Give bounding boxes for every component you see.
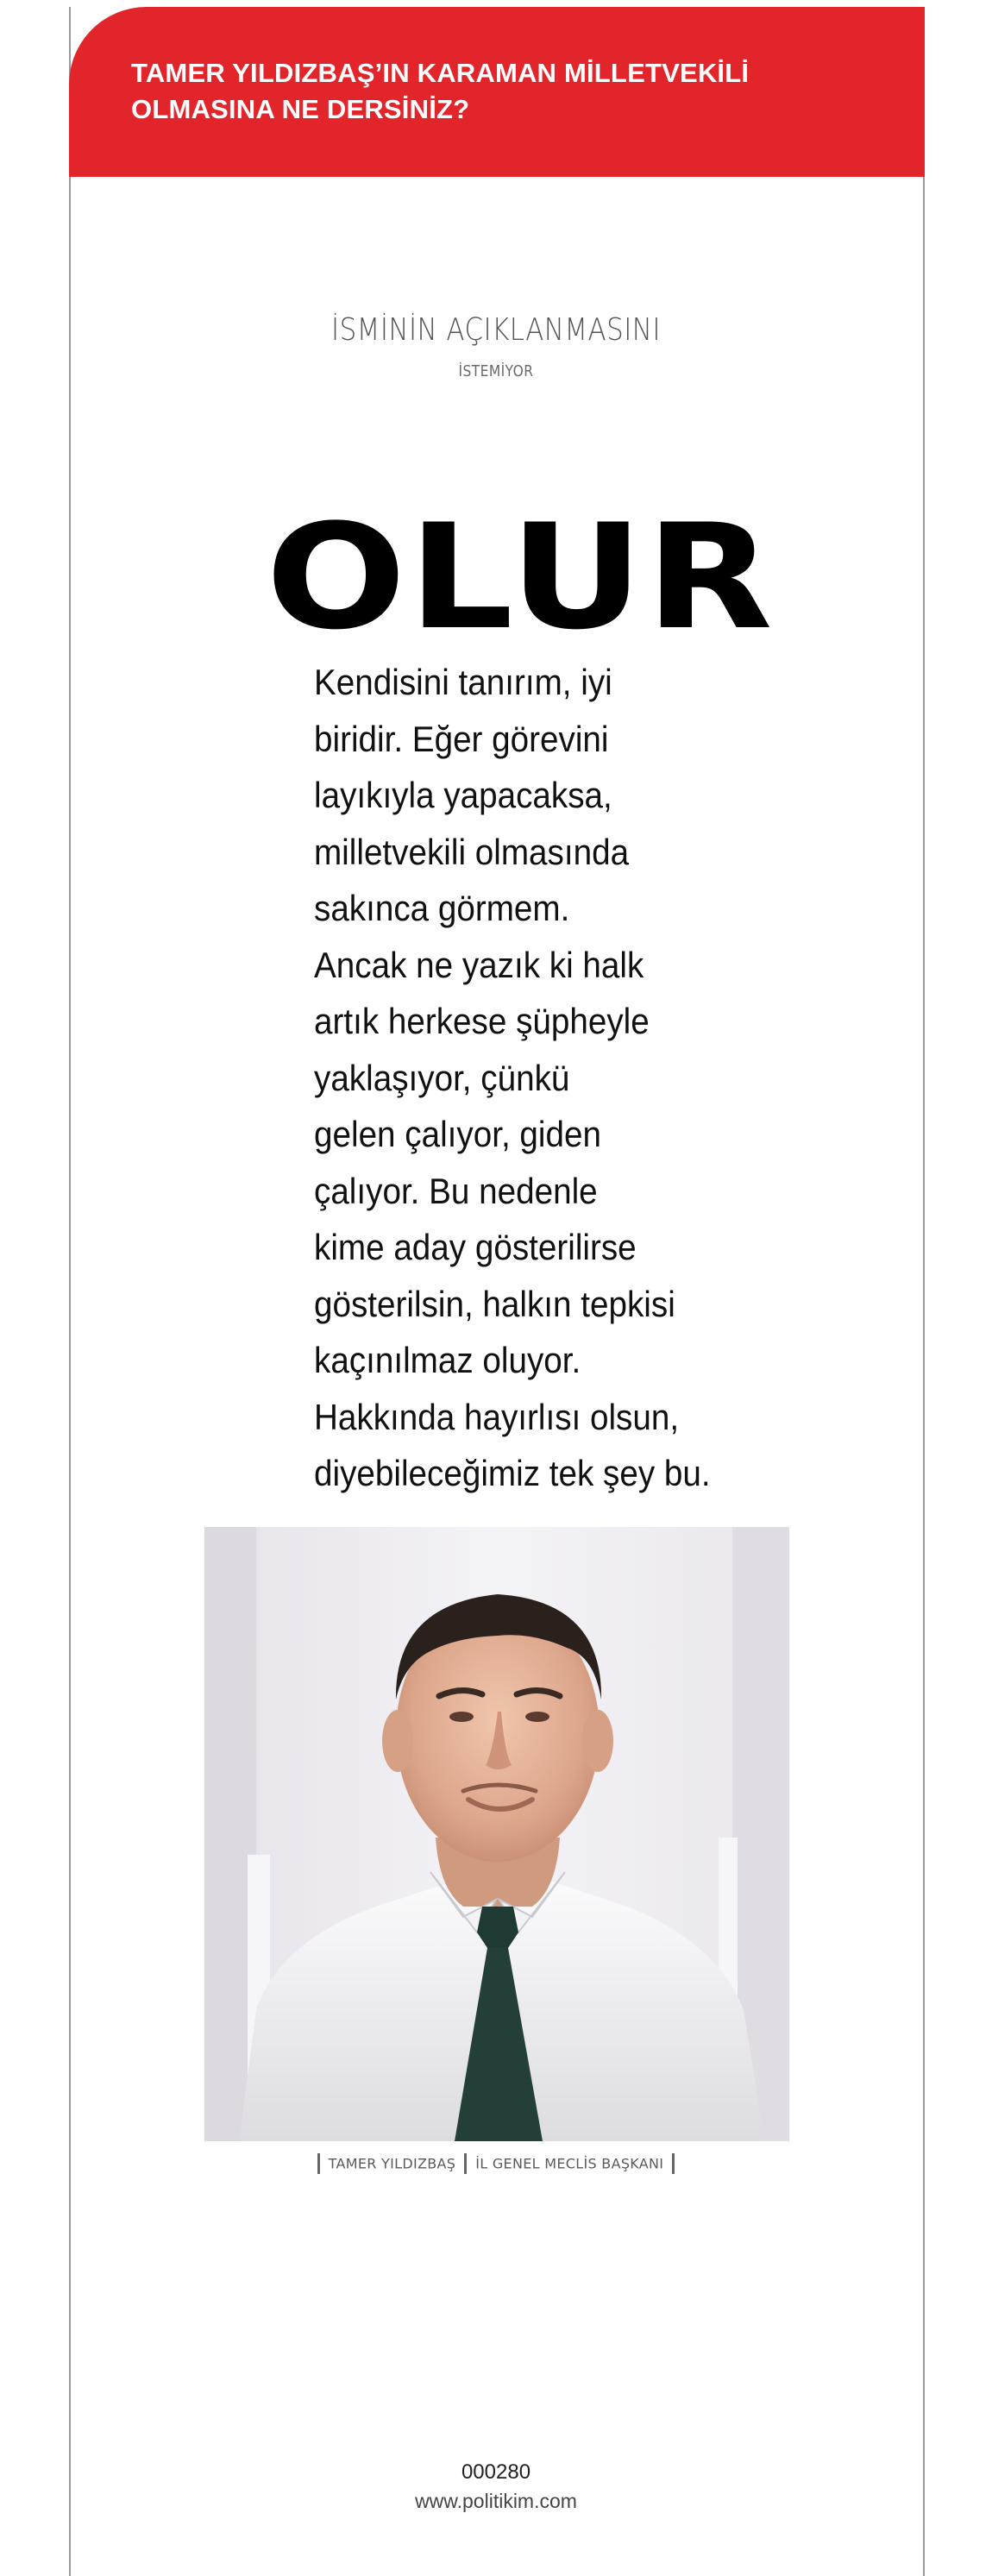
- caption-role: İL GENEL MECLİS BAŞKANI: [475, 2155, 664, 2172]
- answer-line: gelen çalıyor, giden: [314, 1114, 601, 1154]
- answer-line: kime aday gösterilirse: [314, 1227, 637, 1267]
- answer-line: gösterilsin, halkın tepkisi: [314, 1283, 675, 1324]
- answer-line: sakınca görmem.: [314, 888, 570, 928]
- footer-url[interactable]: www.politikim.com: [415, 2490, 577, 2512]
- answer-line: Hakkında hayırlısı olsun,: [314, 1396, 680, 1437]
- answer-verdict: OLUR: [266, 493, 775, 662]
- respondent-subtitle: İSTEMİYOR: [458, 362, 534, 380]
- answer-line: milletvekili olmasında: [314, 831, 630, 872]
- answer-line: yaklaşıyor, çünkü: [314, 1057, 570, 1098]
- portrait-photo: [204, 1527, 789, 2141]
- caption-divider: [464, 2153, 467, 2174]
- answer-line: artık herkese şüpheyle: [314, 1001, 650, 1041]
- caption-name: TAMER YILDIZBAŞ: [328, 2155, 456, 2172]
- respondent-name: İSMİNİN AÇIKLANMASINI: [331, 312, 661, 348]
- answer-line: kaçınılmaz oluyor.: [314, 1340, 581, 1380]
- answer-line: çalıyor. Bu nedenle: [314, 1170, 598, 1211]
- answer-line: diyebileceğimiz tek şey bu.: [314, 1453, 711, 1493]
- footer-code: 000280: [461, 2460, 531, 2484]
- question-title: TAMER YILDIZBAŞ’IN KARAMAN MİLLETVEKİLİ OLMASINA NE DERSİNİZ?: [131, 58, 750, 124]
- photo-caption: [0, 2153, 992, 2174]
- answer-line: layıkıyla yapacaksa,: [314, 775, 612, 815]
- portrait-illustration: [204, 1527, 789, 2141]
- question-header: [69, 7, 925, 177]
- caption-divider: [672, 2153, 675, 2174]
- caption-divider: [317, 2153, 320, 2174]
- answer-line: Kendisini tanırım, iyi: [314, 662, 612, 702]
- answer-line: Ancak ne yazık ki halk: [314, 944, 644, 985]
- answer-text: [314, 654, 758, 1502]
- answer-line: biridir. Eğer görevini: [314, 718, 609, 759]
